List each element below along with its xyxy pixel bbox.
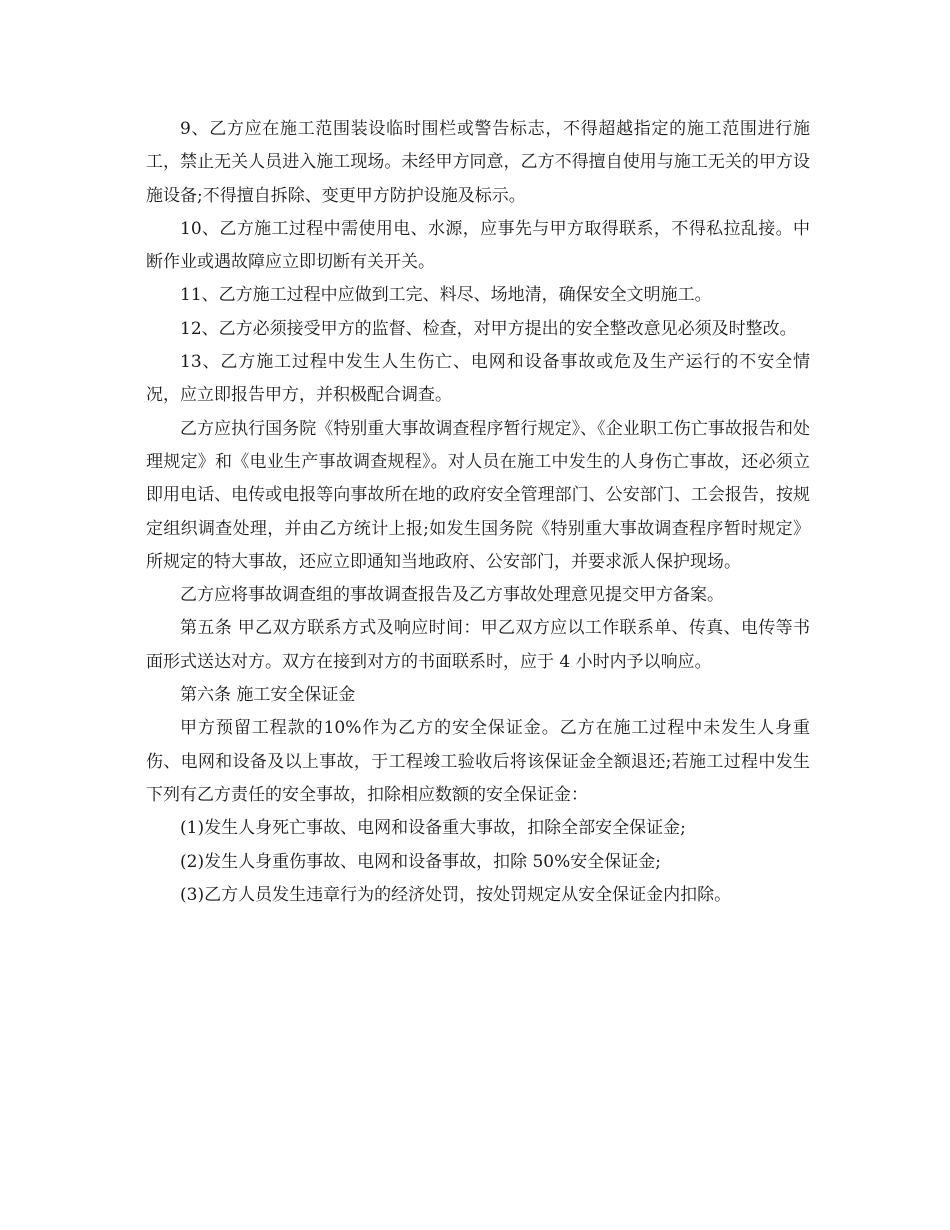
deduction-item-3: (3)乙方人员发生违章行为的经济处罚，按处罚规定从安全保证金内扣除。	[180, 884, 732, 905]
clause-10-paragraph: 10、乙方施工过程中需使用电、水源，应事先与甲方取得联系，不得私拉乱接。中断作业或遇故障应立即切断有关开关。	[146, 218, 810, 273]
deduction-item-2: (2)发生人身重伤事故、电网和设备事故，扣除 50%安全保证金;	[180, 851, 661, 872]
clause-13-paragraph: 13、乙方施工过程中发生人生伤亡、电网和设备事故或危及生产运行的不安全情况，应立即报告甲方，并积极配合调查。	[146, 352, 810, 406]
accident-regulation-paragraph: 乙方应执行国务院《特别重大事故调查程序暂行规定》、《企业职工伤亡事故报告和处理规定》和《电业生产事故调查规程》。对人员在施工中发生的人身伤亡事故，还必须立即用电话、电传或电报等向事故所在地的政府安全管理部门、公安部门、工会报告，按规定组织调查处理，并由乙方统计上报;如发生国务院《特别重大事故调查程序暂时规定》所规定的特大事故，还应立即通知当地政府、公安部门，并要求派人保护现场。	[146, 418, 810, 572]
deposit-paragraph: 甲方预留工程款的10%作为乙方的安全保证金。乙方在施工过程中未发生人身重伤、电网和设备及以上事故，于工程竣工验收后将该保证金全额退还;若施工过程中发生下列有乙方责任的安全事故，扣除相应数额的安全保证金：	[146, 718, 810, 805]
clause-9-paragraph: 9、乙方应在施工范围装设临时围栏或警告标志，不得超越指定的施工范围进行施工，禁止无关人员进入施工现场。未经甲方同意，乙方不得擅自使用与施工无关的甲方设施设备;不得擅自拆除、变更甲方防护设施及标示。	[146, 119, 810, 206]
clause-12-paragraph: 12、乙方必须接受甲方的监督、检查，对甲方提出的安全整改意见必须及时整改。	[180, 318, 797, 339]
clause-11-paragraph: 11、乙方施工过程中应做到工完、料尽、场地清，确保安全文明施工。	[180, 285, 712, 306]
accident-report-filing-paragraph: 乙方应将事故调查组的事故调查报告及乙方事故处理意见提交甲方备案。	[180, 585, 724, 606]
article-5-paragraph: 第五条 甲乙双方联系方式及响应时间：甲乙双方应以工作联系单、传真、电传等书面形式送达对方。双方在接到对方的书面联系时，应于 4 小时内予以响应。	[146, 618, 810, 672]
deduction-item-1: (1)发生人身死亡事故、电网和设备重大事故，扣除全部安全保证金;	[180, 818, 686, 839]
article-6-heading: 第六条 施工安全保证金	[180, 685, 356, 706]
document-body	[146, 113, 810, 912]
